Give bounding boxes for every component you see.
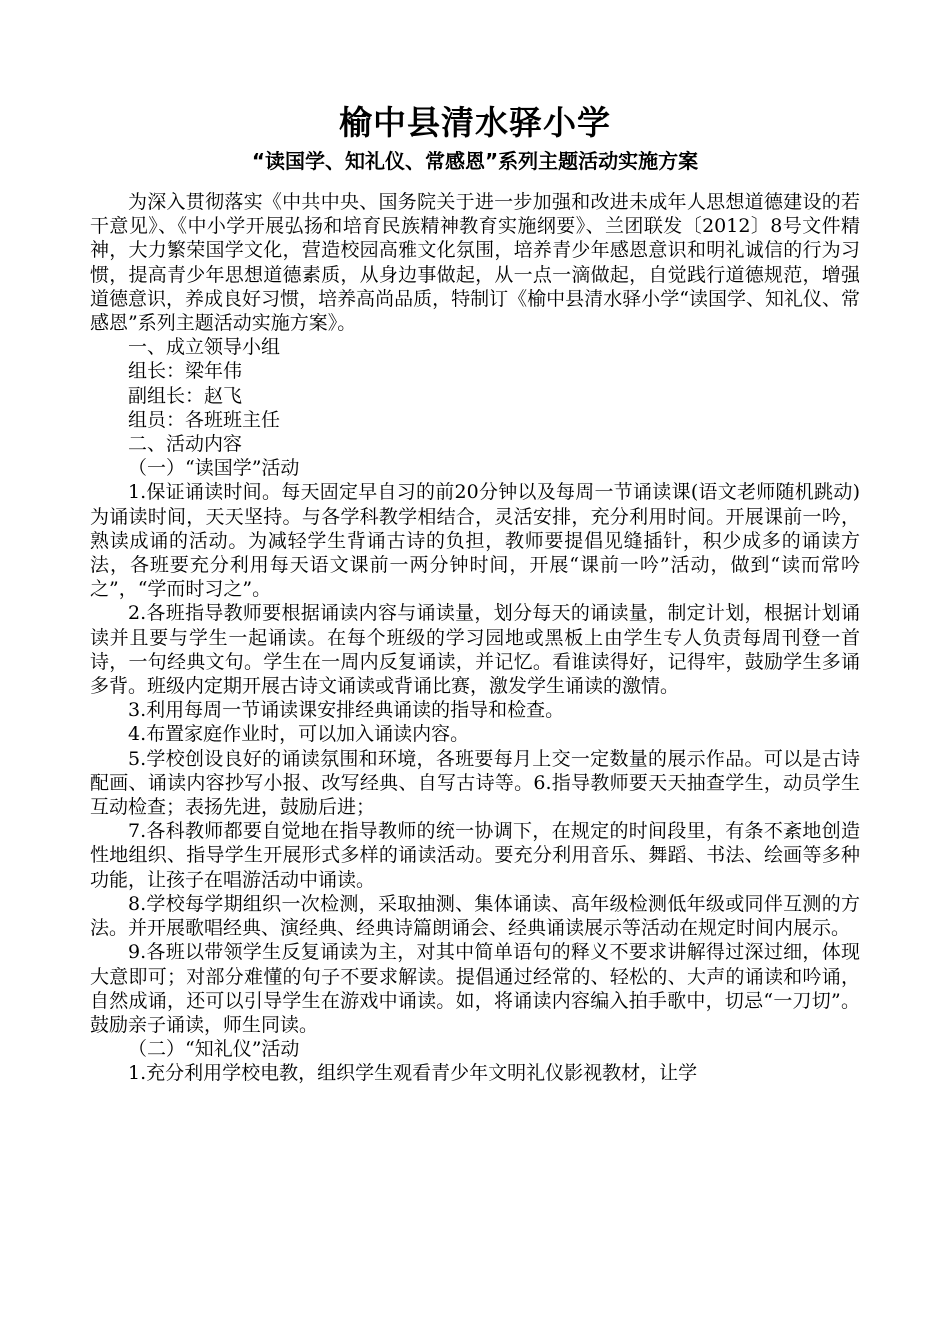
deputy-leader-line: 副组长：赵飞 xyxy=(128,384,243,407)
document-title: 榆中县清水驿小学 xyxy=(339,103,611,142)
subsection-heading-etiquette: （二）“知礼仪”活动 xyxy=(128,1038,300,1061)
intro-paragraph: 为深入贯彻落实《中共中央、国务院关于进一步加强和改进未成年人思想道德建设的若干意见》、《中小学开展弘扬和培育民族精神教育实施纲要》、兰团联发〔2012〕8号文件精神，大力繁荣国学文化，营造校园高雅文化氛围，培养青少年感恩意识和明礼诚信的行为习惯，提高青少年思想道德素质，从身边事做起，从一点一滴做起，自觉践行道德规范，增强道德意识，养成良好习惯，培养高尚品质，特制订《榆中县清水驿小学“读国学、知礼仪、常感恩”系列主题活动实施方案》。 xyxy=(90,191,860,335)
item-paragraph: 3.利用每周一节诵读课安排经典诵读的指导和检查。 xyxy=(128,699,565,722)
item-paragraph: 1.保证诵读时间。每天固定早自习的前20分钟以及每周一节诵读课(语文老师随机跳动)为诵读时间，天天坚持。与各学科教学相结合，灵活安排，充分利用时间。开展课前一吟，熟读成诵的活动。为减轻学生背诵古诗的负担，教师要提倡见缝插针，积少成多的诵读方法，各班要充分利用每天语文课前一两分钟时间，开展“课前一吟”活动，做到“读而常吟之”，“学而时习之”。 xyxy=(90,481,860,601)
subsection-heading-read-classics: （一）“读国学”活动 xyxy=(128,457,300,480)
leader-line: 组长：梁年伟 xyxy=(128,360,243,383)
item-paragraph: 5.学校创设良好的诵读氛围和环境，各班要每月上交一定数量的展示作品。可以是古诗配画、诵读内容抄写小报、改写经典、自写古诗等。6.指导教师要天天抽查学生，动员学生互动检查；表扬先进，鼓励后进； xyxy=(90,747,860,819)
item-paragraph: 8.学校每学期组织一次检测，采取抽测、集体诵读、高年级检测低年级或同伴互测的方法。并开展歌唱经典、演经典、经典诗篇朗诵会、经典诵读展示等活动在规定时间内展示。 xyxy=(90,892,860,940)
document-page xyxy=(90,100,860,1086)
item-paragraph: 4.布置家庭作业时，可以加入诵读内容。 xyxy=(128,723,470,746)
item-paragraph: 7.各科教师都要自觉地在指导教师的统一协调下，在规定的时间段里，有条不紊地创造性地组织、指导学生开展形式多样的诵读活动。要充分利用音乐、舞蹈、书法、绘画等多种功能，让孩子在唱游活动中诵读。 xyxy=(90,820,860,891)
item-paragraph: 1.充分利用学校电教，组织学生观看青少年文明礼仪影视教材，让学 xyxy=(128,1062,698,1085)
members-line: 组员：各班班主任 xyxy=(128,408,281,431)
section-heading-activities: 二、活动内容 xyxy=(128,433,243,456)
item-paragraph: 2.各班指导教师要根据诵读内容与诵读量，划分每天的诵读量，制定计划，根据计划诵读并且要与学生一起诵读。在每个班级的学习园地或黑板上由学生专人负责每周刊登一首诗，一句经典文句。学生在一周内反复诵读，并记忆。看谁读得好，记得牢，鼓励学生多诵多背。班级内定期开展古诗文诵读或背诵比赛，激发学生诵读的激情。 xyxy=(90,602,860,698)
document-subtitle: “读国学、知礼仪、常感恩”系列主题活动实施方案 xyxy=(251,149,699,173)
document-body xyxy=(90,190,860,1086)
section-heading-leadership: 一、成立领导小组 xyxy=(128,336,281,359)
item-paragraph: 9.各班以带领学生反复诵读为主，对其中简单语句的释义不要求讲解得过深过细，体现大意即可；对部分难懂的句子不要求解读。提倡通过经常的、轻松的、大声的诵读和吟诵，自然成诵，还可以引导学生在游戏中诵读。如，将诵读内容编入拍手歌中，切忌“一刀切”。鼓励亲子诵读，师生同读。 xyxy=(90,941,860,1036)
